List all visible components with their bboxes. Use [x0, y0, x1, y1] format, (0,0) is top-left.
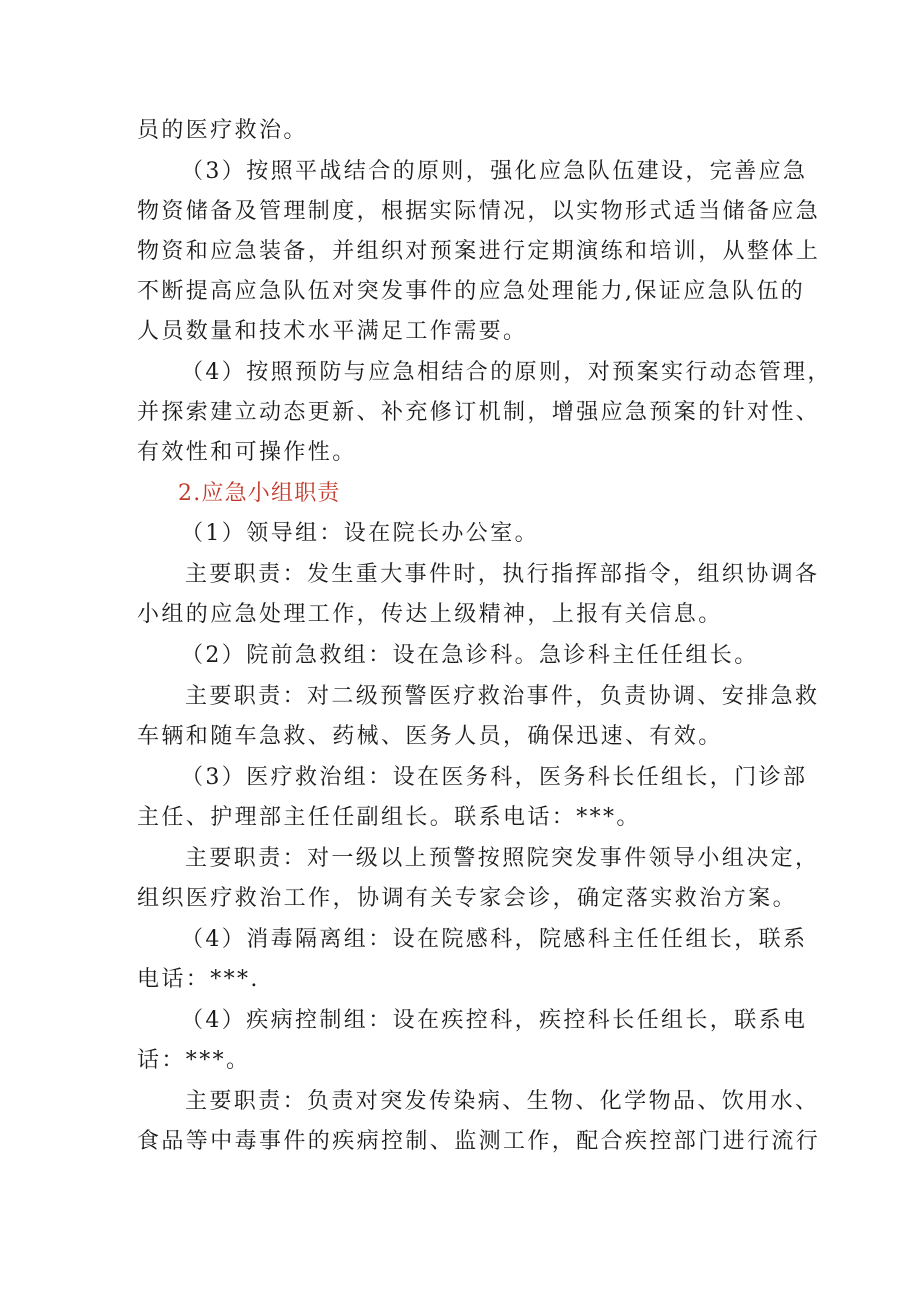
text-line: 人员数量和技术水平满足工作需要。	[137, 319, 528, 344]
text-line: 主要职责：对二级预警医疗救治事件，负责协调、安排急救	[185, 684, 820, 709]
text-line: 物资和应急装备，并组织对预案进行定期演练和培训，从整体上	[137, 239, 821, 264]
text-line: 食品等中毒事件的疾病控制、监测工作，配合疾控部门进行流行	[137, 1129, 821, 1154]
text-line: 并探索建立动态更新、补充修订机制，增强应急预案的针对性、	[137, 400, 821, 425]
text-line: 主要职责：负责对突发传染病、生物、化学物品、饮用水、	[185, 1089, 820, 1114]
text-line: 主要职责：发生重大事件时，执行指挥部指令，组织协调各	[185, 562, 820, 587]
text-line: 物资储备及管理制度，根据实际情况，以实物形式适当储备应急	[137, 199, 821, 224]
section-heading: 2.应急小组职责	[178, 481, 341, 506]
text-line: 有效性和可操作性。	[137, 440, 357, 465]
text-line: 电话：***.	[137, 967, 260, 992]
text-line: （4）按照预防与应急相结合的原则，对预案实行动态管理，	[181, 360, 832, 385]
text-line: （2）院前急救组：设在急诊科。急诊科主任任组长。	[181, 643, 759, 668]
text-line: 不断提高应急队伍对突发事件的应急处理能力,保证应急队伍的	[137, 279, 806, 304]
text-line: （3）按照平战结合的原则，强化应急队伍建设，完善应急	[181, 159, 808, 184]
text-line: （4）疾病控制组：设在疾控科，疾控科长任组长，联系电	[181, 1008, 808, 1033]
text-line: 车辆和随车急救、药械、医务人员，确保迅速、有效。	[137, 724, 723, 749]
text-line: （1）领导组：设在院长办公室。	[181, 521, 539, 546]
text-line: 话：***。	[137, 1048, 251, 1073]
text-line: （4）消毒隔离组：设在院感科，院感科主任任组长，联系	[181, 927, 808, 952]
text-line: 主要职责：对一级以上预警按照院突发事件领导小组决定，	[185, 846, 820, 871]
text-line: （3）医疗救治组：设在医务科，医务科长任组长，门诊部	[181, 765, 808, 790]
text-line: 主任、护理部主任任副组长。联系电话：***。	[137, 805, 641, 830]
text-line: 员的医疗救治。	[137, 118, 308, 143]
text-line: 小组的应急处理工作，传达上级精神，上报有关信息。	[137, 602, 723, 627]
text-line: 组织医疗救治工作，协调有关专家会诊，确定落实救治方案。	[137, 886, 797, 911]
